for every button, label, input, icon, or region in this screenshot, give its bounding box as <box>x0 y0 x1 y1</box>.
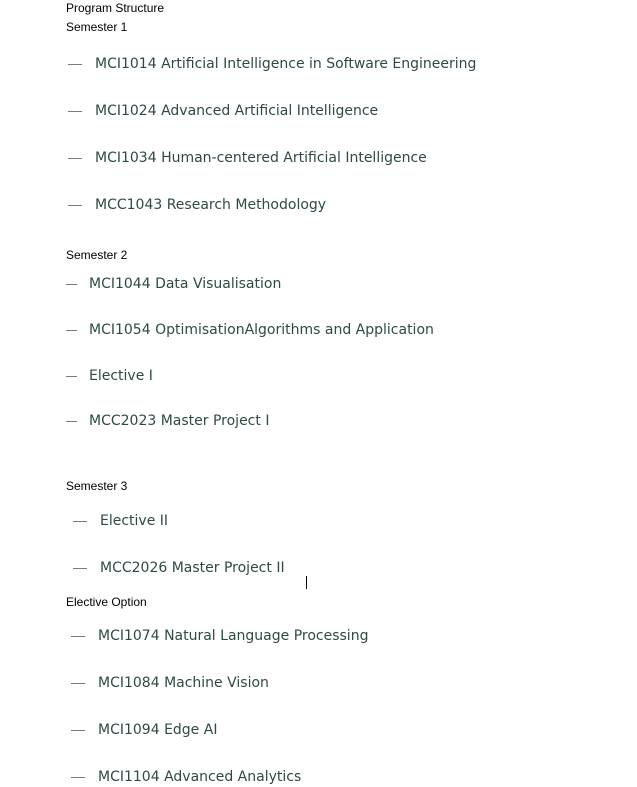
course-label: MCC2026 Master Project II <box>100 560 285 576</box>
course-label: MCC2023 Master Project I <box>89 413 270 429</box>
dash-icon <box>73 568 87 569</box>
dash-icon <box>71 730 85 731</box>
dash-icon <box>66 330 77 331</box>
semester-3-heading: Semester 3 <box>66 479 128 493</box>
course-label: MCI1024 Advanced Artificial Intelligence <box>95 103 379 119</box>
dash-icon <box>73 521 87 522</box>
course-label: Elective I <box>89 368 153 384</box>
dash-icon <box>71 636 85 637</box>
course-label: Elective II <box>100 513 169 529</box>
semester-1-heading: Semester 1 <box>66 20 128 34</box>
course-label: MCC1043 Research Methodology <box>95 197 327 213</box>
dash-icon <box>66 376 77 377</box>
course-label: MCI1034 Human-centered Artificial Intelligence <box>95 150 427 166</box>
program-structure-title: Program Structure <box>66 1 165 15</box>
dash-icon <box>68 158 82 159</box>
dash-icon <box>68 111 82 112</box>
course-label: MCI1094 Edge AI <box>98 722 218 738</box>
dash-icon <box>66 284 77 285</box>
dash-icon <box>71 777 85 778</box>
course-label: MCI1014 Artificial Intelligence in Software Engineering <box>95 56 477 72</box>
text-cursor <box>306 576 307 589</box>
dash-icon <box>71 683 85 684</box>
elective-option-heading: Elective Option <box>66 595 147 609</box>
course-label: MCI1104 Advanced Analytics <box>98 769 302 785</box>
course-label: MCI1084 Machine Vision <box>98 675 269 691</box>
dash-icon <box>68 64 82 65</box>
dash-icon <box>68 205 82 206</box>
course-label: MCI1054 OptimisationAlgorithms and Application <box>89 322 434 338</box>
course-label: MCI1074 Natural Language Processing <box>98 628 369 644</box>
course-label: MCI1044 Data Visualisation <box>89 276 282 292</box>
semester-2-heading: Semester 2 <box>66 248 128 262</box>
dash-icon <box>66 421 77 422</box>
